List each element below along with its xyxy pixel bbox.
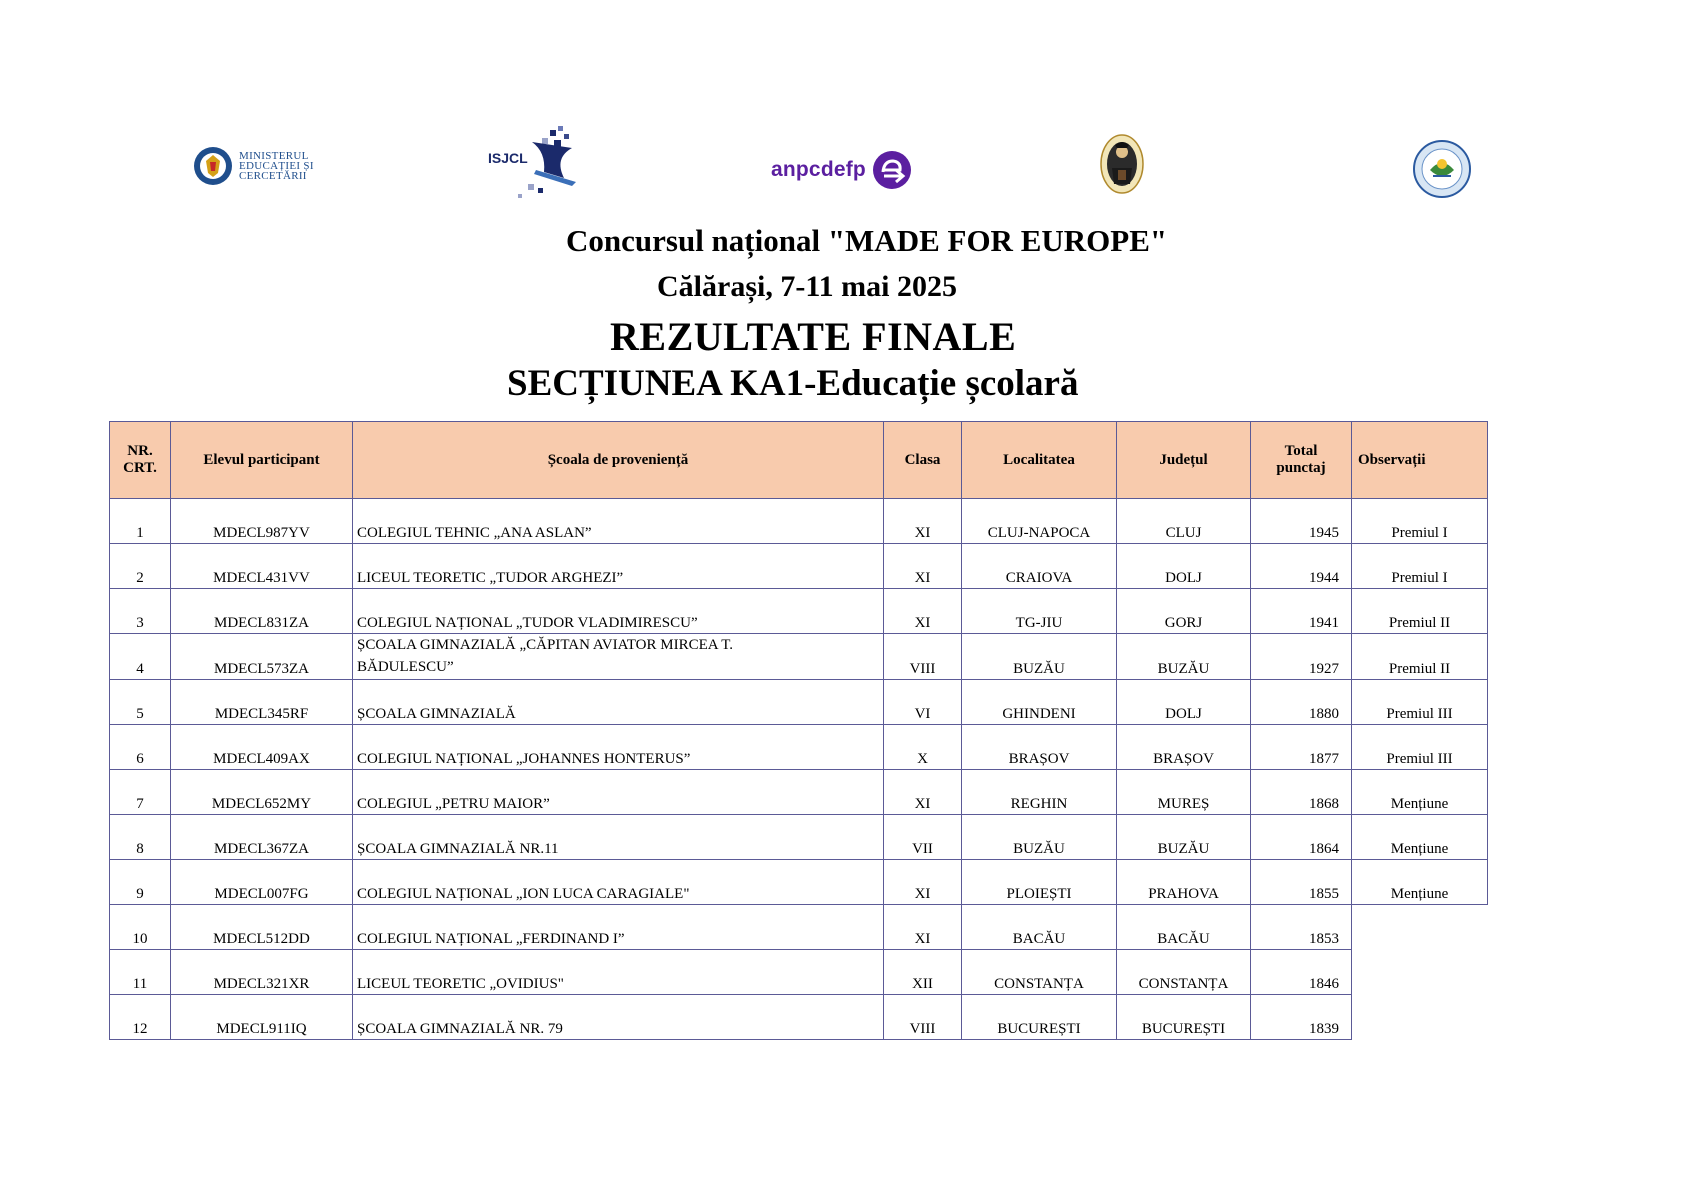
cell-elev: MDECL831ZA: [171, 589, 353, 634]
col-header-clasa: Clasa: [884, 422, 962, 499]
cell-elev: MDECL573ZA: [171, 634, 353, 680]
table-row: [110, 770, 1488, 815]
cell-localitate: CRAIOVA: [962, 544, 1117, 589]
cell-elev: MDECL321XR: [171, 950, 353, 995]
col-header-elev: Elevul participant: [171, 422, 353, 499]
cell-judet: BUCUREȘTI: [1117, 995, 1251, 1040]
contest-location-date: Călărași, 7-11 mai 2025: [657, 270, 957, 303]
col-header-scoala: Școala de proveniență: [353, 422, 884, 499]
cell-nr: 8: [110, 815, 171, 860]
cell-obs: [1352, 950, 1488, 995]
anpcdefp-logo-text: anpcdefp: [771, 158, 866, 181]
ministry-seal-icon: [193, 146, 233, 186]
cell-judet: CONSTANȚA: [1117, 950, 1251, 995]
cell-clasa: XI: [884, 499, 962, 544]
cell-nr: 2: [110, 544, 171, 589]
cell-elev: MDECL007FG: [171, 860, 353, 905]
cell-nr: 4: [110, 634, 171, 680]
table-row: [110, 950, 1488, 995]
cell-obs: Mențiune: [1352, 770, 1488, 815]
cell-elev: MDECL367ZA: [171, 815, 353, 860]
saint-portrait-logo: [1100, 134, 1144, 194]
cell-total: 1853: [1251, 905, 1352, 950]
cell-total: 1945: [1251, 499, 1352, 544]
results-heading: REZULTATE FINALE: [610, 314, 1017, 359]
cell-scoala: COLEGIUL NAȚIONAL „FERDINAND I”: [353, 905, 884, 950]
cell-clasa: X: [884, 725, 962, 770]
col-header-judet: Județul: [1117, 422, 1251, 499]
cell-obs: Premiul I: [1352, 544, 1488, 589]
ministry-logo: [193, 146, 314, 186]
cell-nr: 10: [110, 905, 171, 950]
cell-scoala: COLEGIUL NAȚIONAL „JOHANNES HONTERUS”: [353, 725, 884, 770]
cell-nr: 5: [110, 680, 171, 725]
cell-clasa: VIII: [884, 995, 962, 1040]
logos-bar: [0, 120, 1683, 210]
cell-total: 1868: [1251, 770, 1352, 815]
anpcdefp-symbol-icon: [872, 150, 912, 190]
col-header-nr: [110, 422, 171, 499]
cell-total: 1941: [1251, 589, 1352, 634]
cell-elev: MDECL345RF: [171, 680, 353, 725]
ministry-line-2: EDUCAȚIEI ȘI: [239, 160, 314, 172]
cell-total: 1944: [1251, 544, 1352, 589]
cell-localitate: BUCUREȘTI: [962, 995, 1117, 1040]
isjcl-graphic-icon: [488, 122, 588, 202]
cell-elev: MDECL431VV: [171, 544, 353, 589]
cell-obs: Premiul II: [1352, 634, 1488, 680]
cell-judet: BRAȘOV: [1117, 725, 1251, 770]
cell-judet: MUREȘ: [1117, 770, 1251, 815]
cell-localitate: BUZĂU: [962, 815, 1117, 860]
cell-clasa: XI: [884, 860, 962, 905]
cell-nr: 7: [110, 770, 171, 815]
cell-total: 1855: [1251, 860, 1352, 905]
cell-total: 1864: [1251, 815, 1352, 860]
cell-scoala: ȘCOALA GIMNAZIALĂ NR. 79: [353, 995, 884, 1040]
cell-localitate: BACĂU: [962, 905, 1117, 950]
cell-clasa: VIII: [884, 634, 962, 680]
cell-obs: Premiul I: [1352, 499, 1488, 544]
cell-scoala: COLEGIUL NAȚIONAL „TUDOR VLADIMIRESCU”: [353, 589, 884, 634]
cell-scoala: LICEUL TEORETIC „TUDOR ARGHEZI”: [353, 544, 884, 589]
cell-clasa: XII: [884, 950, 962, 995]
cell-clasa: XI: [884, 589, 962, 634]
cell-scoala: COLEGIUL NAȚIONAL „ION LUCA CARAGIALE": [353, 860, 884, 905]
results-table: [109, 421, 1488, 1040]
table-row: [110, 544, 1488, 589]
cell-scoala: COLEGIUL TEHNIC „ANA ASLAN”: [353, 499, 884, 544]
saint-portrait-icon: [1100, 134, 1144, 194]
contest-title: Concursul național "MADE FOR EUROPE": [566, 223, 1168, 258]
cell-judet: BUZĂU: [1117, 815, 1251, 860]
cell-total: 1877: [1251, 725, 1352, 770]
cell-clasa: XI: [884, 544, 962, 589]
cell-nr: 1: [110, 499, 171, 544]
col-header-obs: Observații: [1352, 422, 1488, 499]
cell-nr: 3: [110, 589, 171, 634]
cell-judet: BUZĂU: [1117, 634, 1251, 680]
cell-localitate: PLOIEȘTI: [962, 860, 1117, 905]
cell-total: 1927: [1251, 634, 1352, 680]
cell-localitate: BUZĂU: [962, 634, 1117, 680]
col-header-total: [1251, 422, 1352, 499]
cell-localitate: TG-JIU: [962, 589, 1117, 634]
ministry-line-1: MINISTERUL: [239, 150, 309, 162]
cell-total: 1839: [1251, 995, 1352, 1040]
col-header-localitate: Localitatea: [962, 422, 1117, 499]
cell-total: 1846: [1251, 950, 1352, 995]
section-heading: SECȚIUNEA KA1-Educație școlară: [507, 363, 1079, 404]
cell-elev: MDECL987YV: [171, 499, 353, 544]
col-header-total-line1: Total: [1284, 443, 1318, 459]
cell-scoala: [353, 634, 884, 680]
isjcl-logo: [488, 122, 588, 202]
cell-elev: MDECL652MY: [171, 770, 353, 815]
cell-judet: PRAHOVA: [1117, 860, 1251, 905]
cell-clasa: XI: [884, 770, 962, 815]
cell-scoala-line1: ȘCOALA GIMNAZIALĂ „CĂPITAN AVIATOR MIRCEA T.: [357, 637, 734, 653]
table-header-row: [110, 422, 1488, 499]
cell-obs: [1352, 905, 1488, 950]
cell-localitate: CONSTANȚA: [962, 950, 1117, 995]
cell-judet: DOLJ: [1117, 680, 1251, 725]
table-row: [110, 905, 1488, 950]
cell-obs: Mențiune: [1352, 815, 1488, 860]
cell-scoala: LICEUL TEORETIC „OVIDIUS": [353, 950, 884, 995]
cell-clasa: XI: [884, 905, 962, 950]
table-row: [110, 680, 1488, 725]
cell-elev: MDECL409AX: [171, 725, 353, 770]
isjcl-logo-text: ISJCL: [488, 150, 528, 166]
col-header-total-line2: punctaj: [1276, 460, 1326, 476]
cell-scoala-line2: BĂDULESCU”: [357, 659, 454, 675]
table-row: [110, 860, 1488, 905]
ministry-line-3: CERCETĂRII: [239, 170, 307, 182]
cell-nr: 12: [110, 995, 171, 1040]
cell-localitate: CLUJ-NAPOCA: [962, 499, 1117, 544]
cell-elev: MDECL512DD: [171, 905, 353, 950]
cell-judet: BACĂU: [1117, 905, 1251, 950]
cell-nr: 9: [110, 860, 171, 905]
cell-nr: 6: [110, 725, 171, 770]
table-row: [110, 499, 1488, 544]
cell-obs: Premiul II: [1352, 589, 1488, 634]
table-row: [110, 725, 1488, 770]
cell-nr: 11: [110, 950, 171, 995]
table-row: [110, 589, 1488, 634]
cell-obs: Premiul III: [1352, 680, 1488, 725]
cell-scoala: ȘCOALA GIMNAZIALĂ: [353, 680, 884, 725]
cell-clasa: VI: [884, 680, 962, 725]
cell-judet: CLUJ: [1117, 499, 1251, 544]
cell-scoala: COLEGIUL „PETRU MAIOR”: [353, 770, 884, 815]
cell-judet: DOLJ: [1117, 544, 1251, 589]
cell-obs: Mențiune: [1352, 860, 1488, 905]
table-row: [110, 815, 1488, 860]
cell-localitate: REGHIN: [962, 770, 1117, 815]
made-for-europe-logo: [1413, 140, 1471, 198]
col-header-nr-line1: NR.: [127, 443, 153, 459]
cell-judet: GORJ: [1117, 589, 1251, 634]
made-for-europe-badge-icon: [1413, 140, 1471, 198]
cell-obs: [1352, 995, 1488, 1040]
table-row: [110, 634, 1488, 680]
cell-clasa: VII: [884, 815, 962, 860]
cell-scoala: ȘCOALA GIMNAZIALĂ NR.11: [353, 815, 884, 860]
cell-elev: MDECL911IQ: [171, 995, 353, 1040]
col-header-nr-line2: CRT.: [123, 460, 157, 476]
anpcdefp-logo: [771, 150, 912, 190]
cell-localitate: GHINDENI: [962, 680, 1117, 725]
cell-total: 1880: [1251, 680, 1352, 725]
cell-obs: Premiul III: [1352, 725, 1488, 770]
cell-localitate: BRAȘOV: [962, 725, 1117, 770]
table-row: [110, 995, 1488, 1040]
